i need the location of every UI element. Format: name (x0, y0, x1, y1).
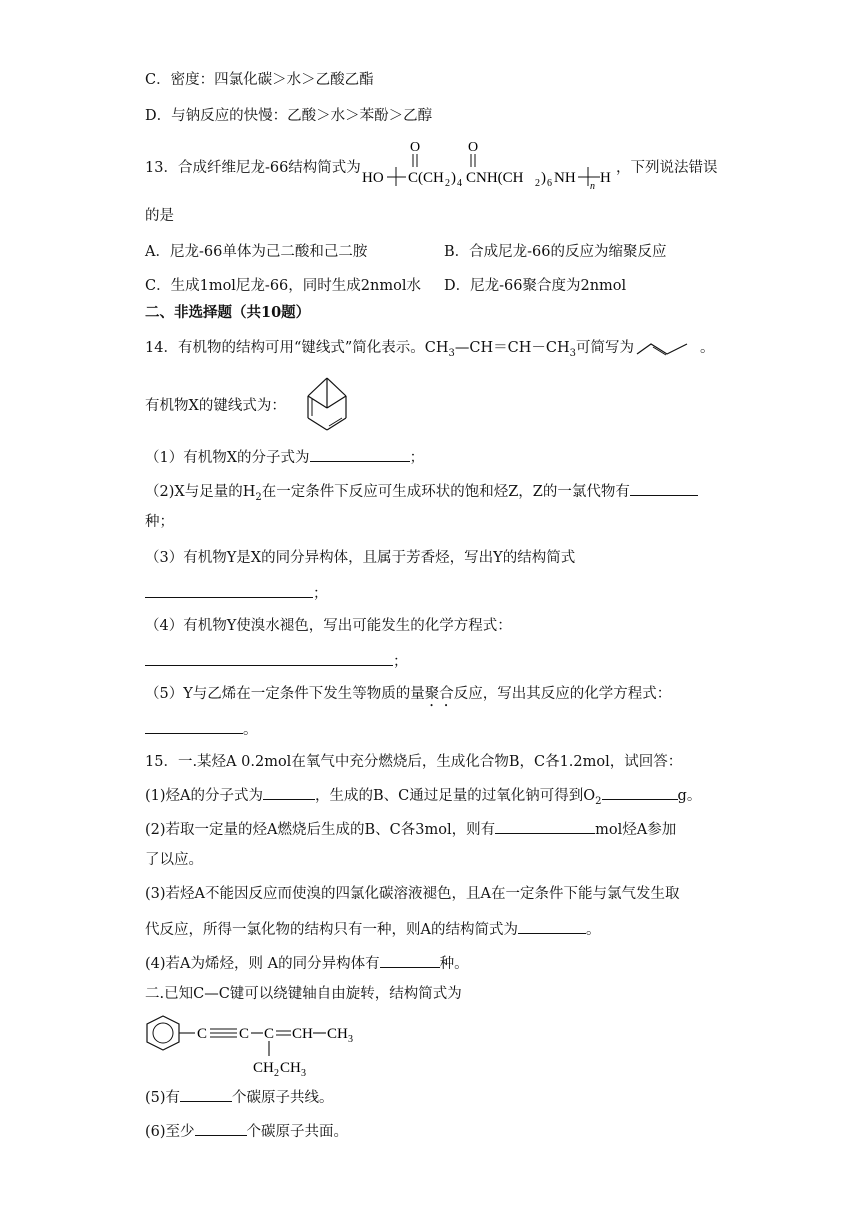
q14-part5-emphasis: 聚合 (424, 686, 454, 702)
formula-sub2a: 2 (445, 178, 450, 189)
butene-skeletal-formula (633, 338, 693, 358)
q15-part1-sub: 2 (595, 795, 602, 807)
q14-part5-end: 。 (243, 722, 258, 738)
formula-paren1: ) (451, 170, 456, 186)
q14-stem (145, 338, 634, 364)
q15-part4-a: (4)若A为烯烃，则 A的同分异构体有 (145, 956, 380, 972)
formula-ho: HO (362, 170, 384, 186)
answer-blank-3[interactable] (145, 582, 313, 598)
formula-sub6: 6 (547, 178, 552, 189)
q14-part3: （3）有机物Y是X的同分异构体，且属于芳香烃，写出Y的结构简式 (145, 550, 576, 566)
q15-part2-b: mol烃A参加 (595, 822, 677, 838)
q15-part1 (145, 784, 701, 812)
q13-option-b: B．合成尼龙-66的反应为缩聚反应 (444, 244, 667, 260)
q13-option-d: D．尼龙-66聚合度为2nmol (444, 278, 627, 294)
q13-stem-part1: 13．合成纤维尼龙-66结构简式为 (145, 160, 361, 176)
formula-c1: C(CH (408, 170, 444, 186)
q14-sub3a: 3 (448, 347, 455, 359)
formula-c2: CNH(CH (466, 170, 524, 186)
q13-stem-part3: 的是 (145, 208, 174, 224)
formula-sub4: 4 (457, 178, 462, 189)
q15-part3-end: 。 (585, 922, 601, 938)
formula-sub2b: 2 (535, 178, 540, 189)
q15-part2-c: 了以应。 (145, 852, 203, 868)
formula-ch3-ethyl: CH (280, 1060, 301, 1076)
q15-part2-a: (2)若取一定量的烃A燃烧后生成的B、C各3mol，则有 (145, 822, 496, 838)
q13-stem-part2: ，下列说法错误 (616, 160, 718, 176)
q14-part5-b: 反应，写出其反应的化学方程式： (453, 686, 672, 702)
q14-part4-blank-line (145, 650, 408, 672)
answer-blank-7[interactable] (602, 784, 678, 800)
answer-blank-1[interactable] (310, 446, 410, 462)
nylon66-structural-formula (360, 136, 618, 192)
q15-part4-b: 种。 (439, 956, 469, 972)
formula-c-alkyne-1: C (197, 1026, 208, 1042)
q14-part3-end: ； (313, 586, 328, 602)
q13-option-c: C．生成1mol尼龙-66，同时生成2nmol水 (145, 278, 421, 294)
q14-part2-a: （2)X与足量的H (145, 484, 256, 500)
q15-part4 (145, 952, 469, 974)
formula-nh: NH (554, 170, 576, 186)
formula-c-alkyne-2: C (239, 1026, 250, 1042)
answer-blank-5[interactable] (145, 718, 243, 734)
phenyl-enyne-structural-formula (143, 1010, 363, 1078)
carbonyl-oxygen-1: O (410, 140, 421, 155)
q14-stem-a: 14．有机物的结构可用“键线式”简化表示。CH (145, 340, 449, 356)
q15-part3-b: 代反应，所得一氯化物的结构只有一种，则A的结构简式为 (145, 922, 518, 938)
q12-option-d: D．与钠反应的快慢：乙酸＞水＞苯酚＞乙醇 (145, 108, 433, 124)
q15-part6 (145, 1120, 348, 1142)
q15-part3-a: (3)若烃A不能因反应而使溴的四氯化碳溶液褪色，且A在一定条件下能与氯气发生取 (145, 886, 680, 902)
q15-part6-a: (6)至少 (145, 1124, 195, 1140)
q14-part3-blank-line (145, 582, 328, 604)
q14-part1-text: （1）有机物X的分子式为 (145, 450, 310, 466)
q15-part2-intro: 二.已知C—C键可以绕键轴自由旋转，结构简式为 (145, 986, 462, 1002)
q15-part5-b: 个碳原子共线。 (232, 1090, 334, 1106)
q14-part5 (145, 684, 671, 710)
q15-part3 (145, 918, 600, 940)
q14-part2-b: 在一定条件下反应可生成环状的饱和烃Z，Z的一氯代物有 (261, 484, 630, 500)
q14-stem-end: 。 (700, 340, 715, 356)
q14-part5-a: （5）Y与乙烯在一定条件下发生等物质的量 (145, 686, 425, 702)
formula-c-alkene: C (264, 1026, 275, 1042)
q15-part6-b: 个碳原子共面。 (246, 1124, 349, 1140)
q14-part5-blank-line (145, 718, 258, 740)
q13-option-a: A．尼龙-66单体为己二酸和己二胺 (145, 244, 368, 260)
q15-part5-a: (5)有 (145, 1090, 181, 1106)
formula-ch: CH (292, 1026, 313, 1042)
q15-part5 (145, 1086, 334, 1108)
formula-n: n (590, 181, 595, 192)
answer-blank-9[interactable] (518, 918, 586, 934)
formula-ch2: CH (253, 1060, 274, 1076)
q15-part1-b: ，生成的B、C通过足量的过氧化钠可得到O (315, 788, 596, 804)
formula-sub3: 3 (348, 1034, 353, 1045)
formula-h: H (600, 170, 611, 186)
q14-part1 (145, 446, 424, 468)
q14-part2 (145, 480, 698, 508)
q15-part2 (145, 818, 676, 840)
formula-paren2: ) (541, 170, 546, 186)
q14-part4-end: ； (393, 654, 408, 670)
formula-sub3-ethyl: 3 (301, 1068, 306, 1078)
q14-x-intro: 有机物X的键线式为： (145, 398, 286, 414)
q14-part2-sub: 2 (255, 491, 262, 503)
answer-blank-11[interactable] (180, 1086, 232, 1102)
q14-stem-c: 可简写为 (575, 340, 634, 356)
answer-blank-10[interactable] (380, 952, 440, 968)
answer-blank-12[interactable] (195, 1120, 247, 1136)
q15-part1-c: g。 (677, 788, 702, 804)
answer-blank-8[interactable] (495, 818, 595, 834)
carbonyl-oxygen-2: O (468, 140, 479, 155)
formula-ch3: CH (327, 1026, 348, 1042)
answer-blank-4[interactable] (145, 650, 393, 666)
section-title-non-choice: 二、非选择题（共10题） (145, 304, 311, 321)
q15-part1-a: (1)烃A的分子式为 (145, 788, 264, 804)
answer-blank-6[interactable] (263, 784, 315, 800)
q12-option-c: C．密度：四氯化碳＞水＞乙酸乙酯 (145, 72, 374, 88)
q14-part2-c: 种； (145, 514, 174, 530)
q15-stem: 15．一.某烃A 0.2mol在氧气中充分燃烧后，生成化合物B，C各1.2mol，试回答： (145, 754, 683, 770)
compound-x-skeletal-formula (296, 374, 358, 434)
q14-stem-b: —CH＝CH－CH (454, 340, 570, 356)
answer-blank-2[interactable] (630, 480, 698, 496)
q14-sub3b: 3 (569, 347, 576, 359)
q14-part1-end: ； (409, 450, 425, 466)
q14-part4: （4）有机物Y使溴水褪色，写出可能发生的化学方程式： (145, 618, 512, 634)
formula-sub2: 2 (274, 1068, 279, 1078)
